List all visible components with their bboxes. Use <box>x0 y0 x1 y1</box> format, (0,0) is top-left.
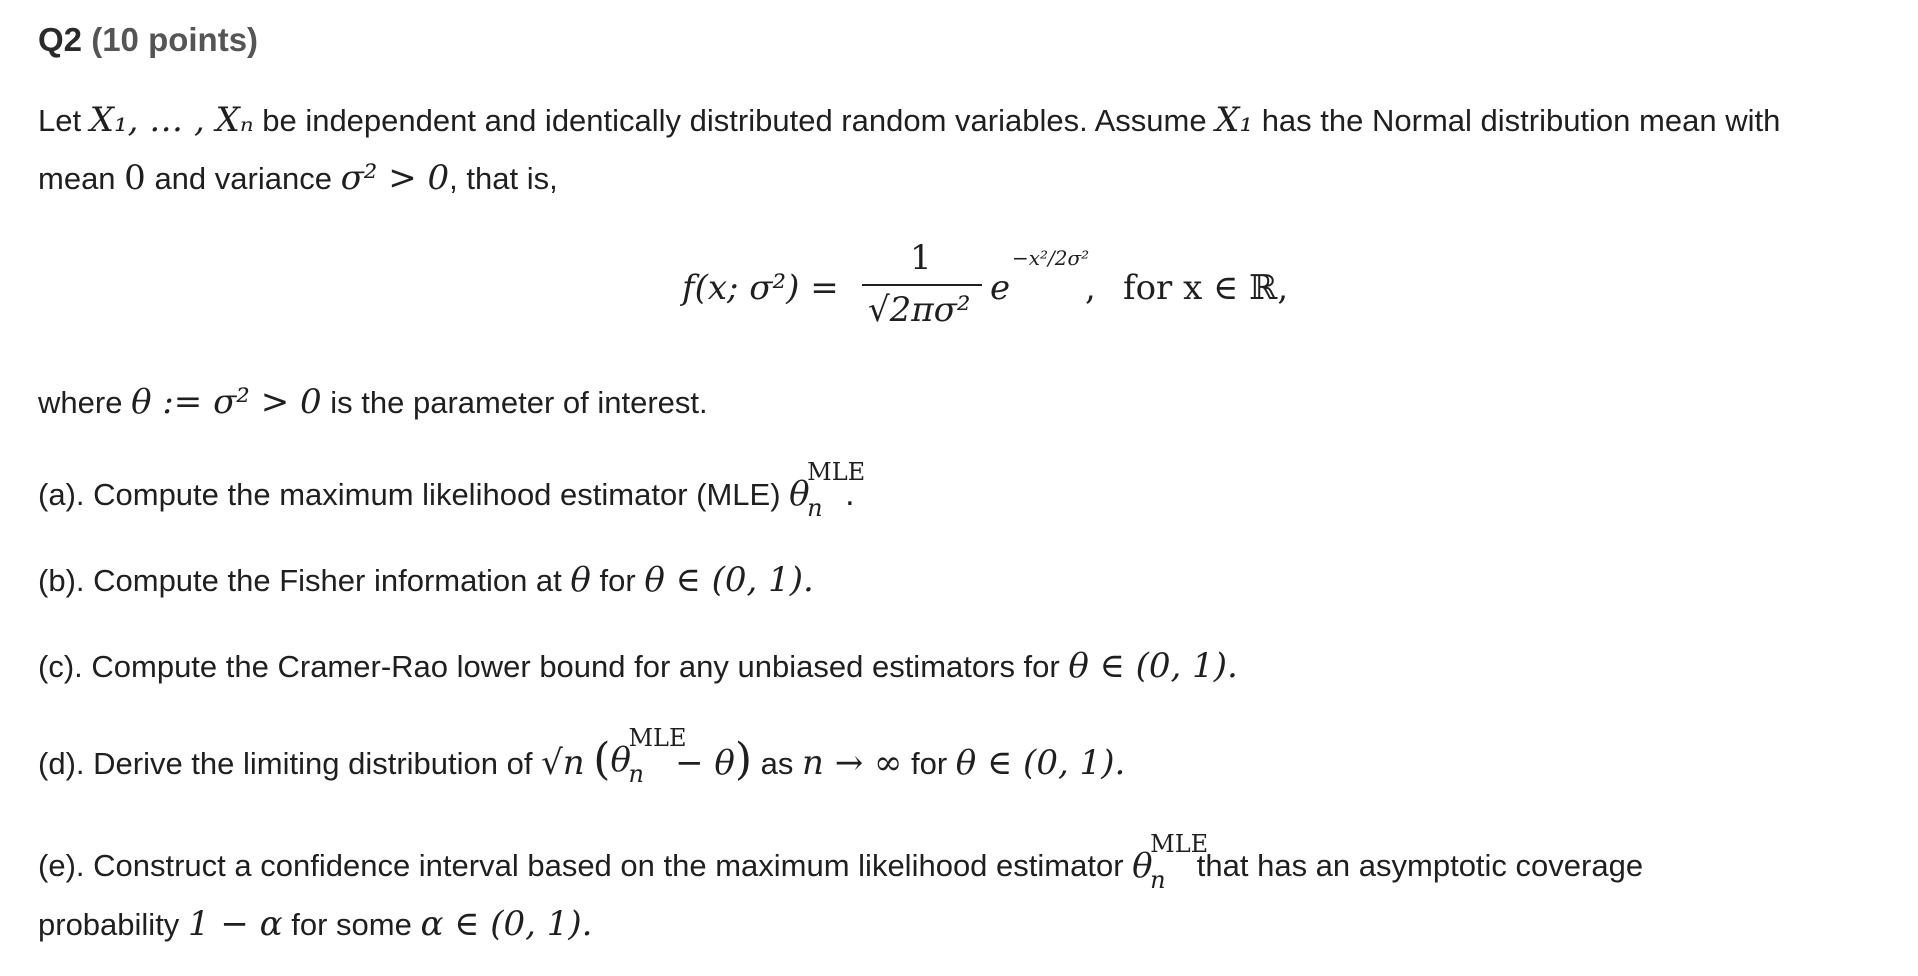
math-minus-theta: − θ <box>675 743 735 783</box>
question-number: Q2 <box>38 21 83 58</box>
part-d <box>38 724 1126 788</box>
part-a <box>38 458 866 522</box>
part-b <box>38 560 814 601</box>
math-interval: θ ∈ (0, 1). <box>955 743 1126 783</box>
part-b-text: for <box>599 563 636 598</box>
formula-denominator: √2πσ² <box>868 290 971 330</box>
formula-domain: for x ∈ ℝ, <box>1123 268 1289 308</box>
theta-symbol: θ <box>1132 846 1153 886</box>
math-variables: X₁, … , Xₙ <box>89 100 254 140</box>
part-d-text: as <box>760 746 794 781</box>
intro-line-1 <box>38 100 1780 141</box>
intro-text: and variance <box>154 161 332 196</box>
part-e-text: that has an asymptotic coverage <box>1196 848 1644 883</box>
math-interval: θ ∈ (0, 1). <box>1068 646 1238 686</box>
mle-superscript: MLE <box>628 724 687 752</box>
formula-exp-base: e <box>990 268 1011 308</box>
formula-numerator: 1 <box>910 238 932 278</box>
question-heading <box>38 20 258 60</box>
fraction-bar <box>862 284 982 286</box>
math-sqrt-n: √n <box>541 743 585 783</box>
param-text: where <box>38 385 123 420</box>
intro-text: mean <box>38 161 116 196</box>
math-limit: n → ∞ <box>802 743 903 783</box>
n-subscript: n <box>807 494 823 522</box>
parameter-definition <box>38 382 708 423</box>
theta-symbol: θ <box>789 474 810 514</box>
n-subscript: n <box>1150 866 1166 894</box>
n-subscript: n <box>628 760 644 788</box>
mle-superscript: MLE <box>1150 830 1209 858</box>
formula-lhs: f(x; σ²) = <box>682 268 839 308</box>
math-alpha-interval: α ∈ (0, 1). <box>420 904 593 944</box>
math-parameter: θ := σ² > 0 <box>131 382 322 422</box>
math-x1: X₁ <box>1215 100 1254 140</box>
part-e-line-1 <box>38 830 1644 894</box>
math-interval: θ ∈ (0, 1). <box>644 560 814 600</box>
intro-text: has the Normal distribution mean with <box>1261 103 1781 138</box>
part-b-text: (b). Compute the Fisher information at <box>38 563 562 598</box>
param-text: is the parameter of interest. <box>330 385 708 420</box>
theta-mle-a <box>789 458 866 522</box>
intro-text: Let <box>38 103 82 138</box>
part-d-text: for <box>910 746 948 781</box>
math-variance-condition: σ² > 0 <box>340 158 450 198</box>
part-e-line-2 <box>38 904 592 945</box>
math-theta: θ <box>570 560 591 600</box>
formula-exponent: −x²/2σ² <box>1012 246 1090 270</box>
part-a-text: (a). Compute the maximum likelihood estimator (MLE) <box>38 477 781 512</box>
intro-line-2 <box>38 158 558 199</box>
part-c-text: (c). Compute the Cramer-Rao lower bound for any unbiased estimators for <box>38 649 1060 684</box>
part-e-text: probability <box>38 907 180 942</box>
right-paren: ) <box>734 734 753 785</box>
intro-text: be independent and identically distributed random variables. Assume <box>262 103 1207 138</box>
part-d-text: (d). Derive the limiting distribution of <box>38 746 533 781</box>
part-c <box>38 646 1238 687</box>
intro-text: , that is, <box>449 161 558 196</box>
mle-superscript: MLE <box>807 458 866 486</box>
left-paren: ( <box>593 734 611 785</box>
theta-mle-e <box>1132 830 1209 894</box>
formula-comma: , <box>1085 268 1096 308</box>
part-e-text: for some <box>291 907 412 942</box>
part-e-text: (e). Construct a confidence interval based on the maximum likelihood estimator <box>38 848 1124 883</box>
part-a-period: . <box>845 475 855 513</box>
math-coverage: 1 − α <box>187 904 283 944</box>
question-points: (10 points) <box>91 21 259 58</box>
theta-mle-d <box>610 724 687 788</box>
theta-symbol: θ <box>610 740 631 780</box>
math-zero: 0 <box>124 158 146 198</box>
